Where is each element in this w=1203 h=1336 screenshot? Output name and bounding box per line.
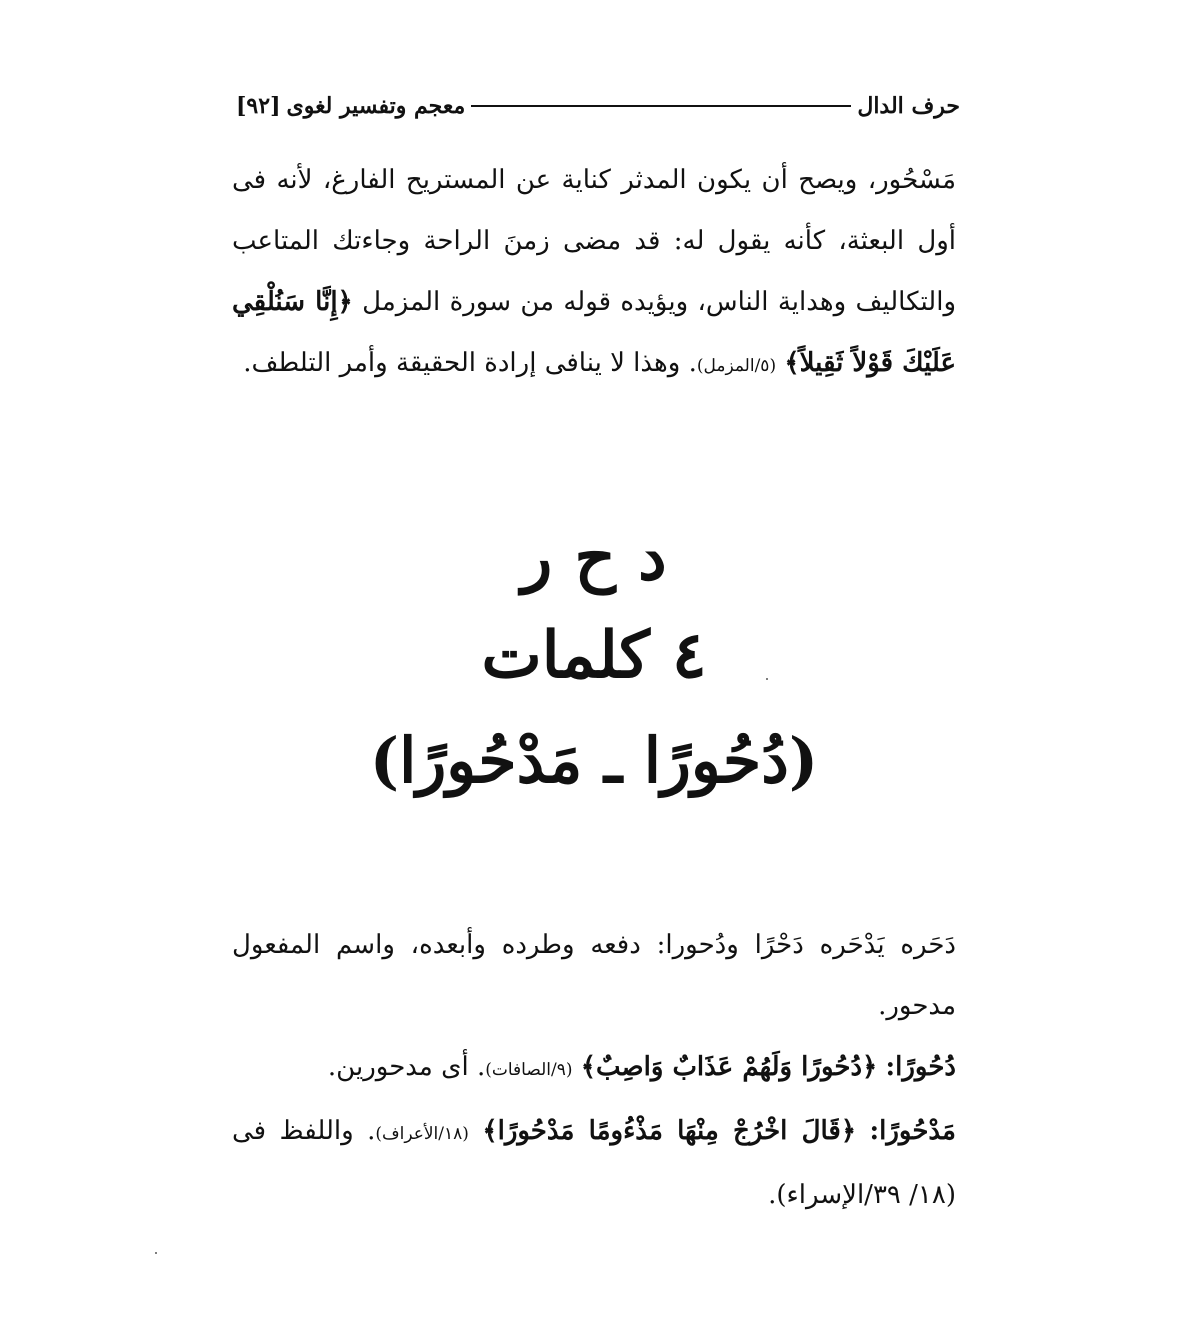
book-title: معجم وتفسير لغوى bbox=[286, 93, 466, 119]
definition-main: دَحَره يَدْحَره دَحْرًا ودُحورا: دفعه وطرده وأبعده، واسم المفعول مدحور. bbox=[232, 930, 956, 1021]
running-header bbox=[230, 88, 960, 124]
scan-speck bbox=[155, 1252, 157, 1254]
entry-heading bbox=[232, 510, 956, 816]
quran-verse: ﴿قَالَ اخْرُجْ مِنْهَا مَذْءُومًا مَدْحُورًا﴾ bbox=[482, 1116, 857, 1146]
scan-speck bbox=[766, 678, 768, 680]
continuation-text-end: . وهذا لا ينافى إرادة الحقيقة وأمر التلطف. bbox=[243, 348, 697, 378]
word-gloss: . واللفظ فى (١٨/ ٣٩/الإسراء). bbox=[232, 1116, 956, 1210]
word-gloss: . أى مدحورين. bbox=[327, 1052, 486, 1082]
verse-reference: (١٨/الأعراف) bbox=[375, 1124, 469, 1144]
word-entry-2 bbox=[232, 1101, 956, 1226]
continuation-paragraph bbox=[232, 150, 956, 397]
word-list: (دُحُورًا ـ مَدْحُورًا) bbox=[369, 724, 819, 797]
word-head: مَدْحُورًا: bbox=[869, 1116, 956, 1146]
header-rule bbox=[471, 105, 851, 107]
section-title: حرف الدال bbox=[857, 93, 960, 119]
root-letters: د ح ر bbox=[521, 520, 667, 595]
word-entry-1 bbox=[232, 1037, 956, 1101]
page-number: [٩٢] bbox=[236, 93, 281, 119]
quran-verse: ﴿دُحُورًا وَلَهُمْ عَذَابٌ وَاصِبٌ﴾ bbox=[580, 1052, 878, 1082]
word-count: ٤ كلمات bbox=[481, 618, 707, 693]
continuation-text: مَسْحُور، ويصح أن يكون المدثر كناية عن المستريح الفارغ، لأنه فى أول البعثة، كأنه يقول له: قد مضى زمنَ الراحة وجاءتك المتاعب والتكاليف وهداية الناس، ويؤيده قوله من سورة المزمل bbox=[232, 165, 956, 317]
quran-verse: ﴿إِنَّا سَنُلْقِي عَلَيْكَ قَوْلاً ثَقِيلاً﴾ bbox=[232, 287, 956, 378]
verse-reference: (٩/الصافات) bbox=[485, 1060, 573, 1080]
definition-paragraph bbox=[232, 915, 956, 1226]
word-head: دُحُورًا: bbox=[885, 1052, 956, 1082]
verse-reference: (٥/المزمل) bbox=[696, 356, 777, 376]
